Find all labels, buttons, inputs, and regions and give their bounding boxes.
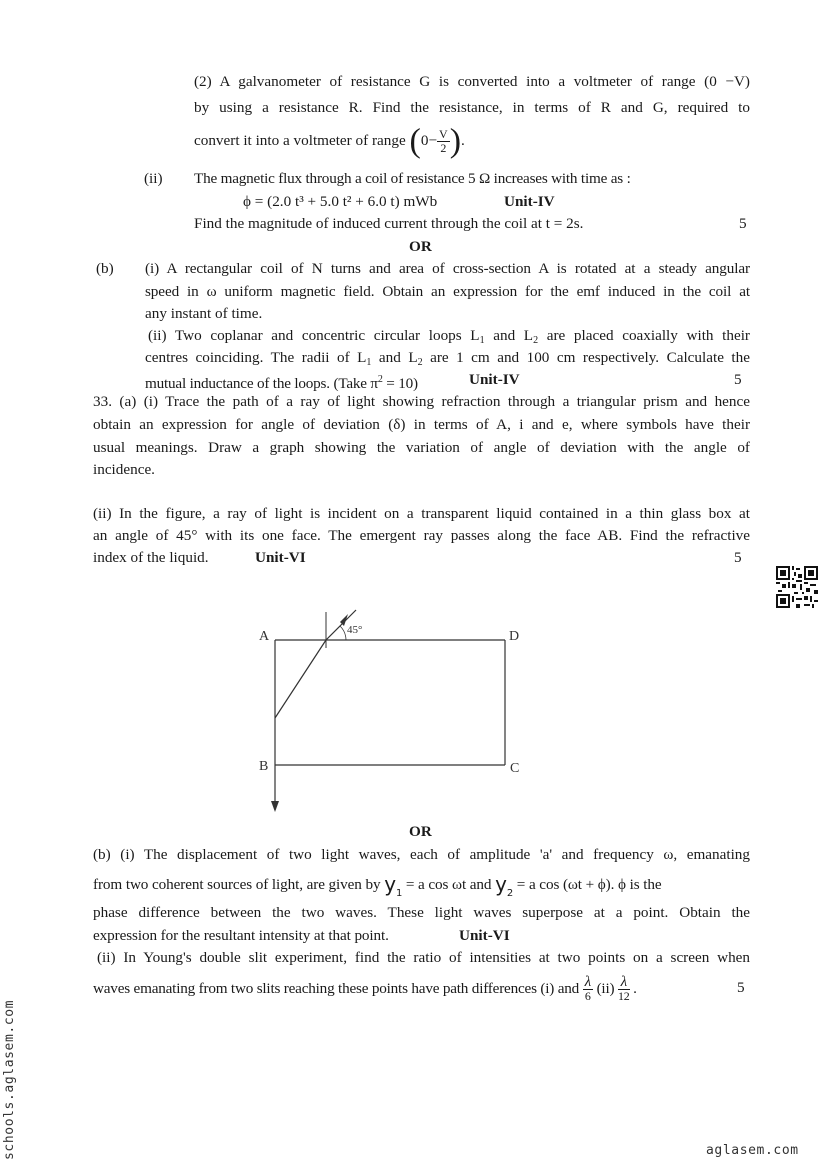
q32-galvanometer-line1: (2) A galvanometer of resistance G is converted into a voltmeter of range (0 −V) bbox=[194, 73, 750, 90]
den-12: 12 bbox=[617, 989, 630, 1004]
q33a-marks: 5 bbox=[734, 549, 742, 566]
t8: = 10) bbox=[382, 375, 418, 392]
q32b-i-line1: (i) A rectangular coil of N turns and area of cross-section A is rotated at a steady angular bbox=[145, 260, 750, 277]
t9: from two coherent sources of light, are given by bbox=[93, 876, 381, 893]
q32-marks: 5 bbox=[739, 215, 747, 232]
q32b-unit-tag: Unit-IV bbox=[469, 371, 520, 388]
q33a-unit-tag: Unit-VI bbox=[255, 549, 306, 566]
q32-flux-equation: ϕ = (2.0 t³ + 5.0 t² + 6.0 t) mWb bbox=[243, 193, 438, 210]
y1-symbol bbox=[384, 872, 403, 899]
q32-line3-text: convert it into a voltmeter of range bbox=[194, 132, 406, 149]
q32b-label: (b) bbox=[96, 260, 114, 277]
footer-watermark: aglasem.com bbox=[706, 1143, 799, 1158]
t4: centres coinciding. The radii of L bbox=[145, 349, 367, 366]
angle-label: 45° bbox=[347, 624, 363, 636]
q32-galvanometer-line3 bbox=[194, 122, 465, 160]
q33b-line4: expression for the resultant intensity at that point. bbox=[93, 927, 389, 944]
q32-galvanometer-line2: by using a resistance R. Find the resistance, in terms of R and G, required to bbox=[194, 99, 750, 116]
lambda-over-6 bbox=[583, 976, 593, 1003]
t1: (ii) Two coplanar and concentric circular loops L bbox=[148, 327, 480, 344]
paren-close: ) bbox=[449, 122, 462, 160]
t12: waves emanating from two slits reaching these points have path differences (i) and bbox=[93, 980, 580, 997]
q33b-ii-line1: (ii) In Young's double slit experiment, find the ratio of intensities at two points on a screen when bbox=[97, 949, 750, 966]
q32b-ii-line3 bbox=[145, 370, 418, 394]
q32b-marks: 5 bbox=[734, 371, 742, 388]
s2: 2 bbox=[533, 335, 539, 346]
label-b: B bbox=[259, 759, 269, 774]
q32b-i-line2: speed in ω uniform magnetic field. Obtain an expression for the emf induced in the coil at bbox=[145, 283, 750, 300]
y2: y bbox=[495, 872, 507, 896]
glass-box-figure bbox=[250, 600, 540, 815]
or-separator-1: OR bbox=[409, 238, 432, 255]
q32b-i-line3: any instant of time. bbox=[145, 305, 263, 322]
q33a-ii-line1: (ii) In the figure, a ray of light is incident on a transparent liquid contained in a thin glass box at bbox=[93, 505, 750, 522]
q33a-i-line1: 33. (a) (i) Trace the path of a ray of light showing refraction through a triangular prism and hence bbox=[93, 393, 750, 410]
t10: = a cos ωt and bbox=[402, 876, 496, 893]
t14: . bbox=[633, 980, 637, 997]
paren-open: ( bbox=[409, 122, 421, 160]
q33b-line1: (b) (i) The displacement of two light waves, each of amplitude 'a' and frequency ω, emanating bbox=[93, 846, 750, 863]
y1: y bbox=[384, 872, 396, 896]
sup-2: 2 bbox=[377, 374, 383, 385]
s4: 2 bbox=[417, 357, 423, 368]
t3: are placed coaxially with their bbox=[538, 327, 750, 344]
t11: = a cos (ωt + ϕ). ϕ is the bbox=[513, 876, 662, 893]
s1: 1 bbox=[479, 335, 485, 346]
q33b-line2 bbox=[93, 874, 662, 904]
q33a-i-line2: obtain an expression for angle of deviation (δ) in terms of A, i and e, where symbols have their bbox=[93, 416, 750, 433]
y2-symbol bbox=[495, 872, 514, 899]
side-watermark: schools.aglasem.com bbox=[2, 999, 17, 1160]
q33a-i-line4: incidence. bbox=[93, 461, 155, 478]
range-fraction bbox=[437, 128, 450, 155]
q33a-ii-line3: index of the liquid. bbox=[93, 549, 209, 566]
or-separator-2: OR bbox=[409, 823, 432, 840]
den-6: 6 bbox=[583, 989, 593, 1003]
lambda-over-12 bbox=[618, 976, 630, 1003]
t7: mutual inductance of the loops. (Take π bbox=[145, 375, 378, 392]
frac-denominator: 2 bbox=[440, 141, 447, 156]
q33b-unit-tag: Unit-VI bbox=[459, 927, 510, 944]
q33a-i-line3: usual meanings. Draw a graph showing the variation of angle of deviation with the angle of bbox=[93, 439, 750, 456]
frac-numerator: V bbox=[439, 127, 448, 142]
q32-ii-label: (ii) bbox=[144, 170, 163, 187]
q33b-ii-line2 bbox=[93, 970, 637, 1008]
t13: (ii) bbox=[596, 980, 615, 997]
q33b-marks: 5 bbox=[737, 979, 745, 996]
label-c: C bbox=[510, 761, 520, 776]
y1-sub: 1 bbox=[395, 888, 403, 899]
q32-flux-line3: Find the magnitude of induced current through the coil at t = 2s. bbox=[194, 215, 584, 232]
t2: and L bbox=[484, 327, 534, 344]
refracted-ray bbox=[275, 640, 326, 718]
qr-code bbox=[776, 566, 818, 608]
q33b-line3: phase difference between the two waves. These light waves superpose at a point. Obtain the bbox=[93, 904, 750, 921]
lambda2: λ bbox=[620, 974, 627, 991]
angle-arc bbox=[340, 626, 346, 640]
line3-end: . bbox=[461, 132, 465, 149]
range-zero: 0− bbox=[420, 132, 438, 149]
t5: and L bbox=[371, 349, 418, 366]
q33a-ii-line2: an angle of 45° with its one face. The emergent ray passes along the face AB. Find the refractive bbox=[93, 527, 750, 544]
emergent-arrowhead bbox=[271, 801, 279, 812]
s3: 1 bbox=[366, 357, 372, 368]
t6: are 1 cm and 100 cm respectively. Calculate the bbox=[422, 349, 750, 366]
q32-flux-line1: The magnetic flux through a coil of resistance 5 Ω increases with time as : bbox=[194, 170, 631, 187]
label-a: A bbox=[259, 629, 270, 644]
label-d: D bbox=[509, 629, 520, 644]
q32-unit-tag: Unit-IV bbox=[504, 193, 555, 210]
lambda1: λ bbox=[584, 974, 591, 991]
y2-sub: 2 bbox=[506, 888, 514, 899]
